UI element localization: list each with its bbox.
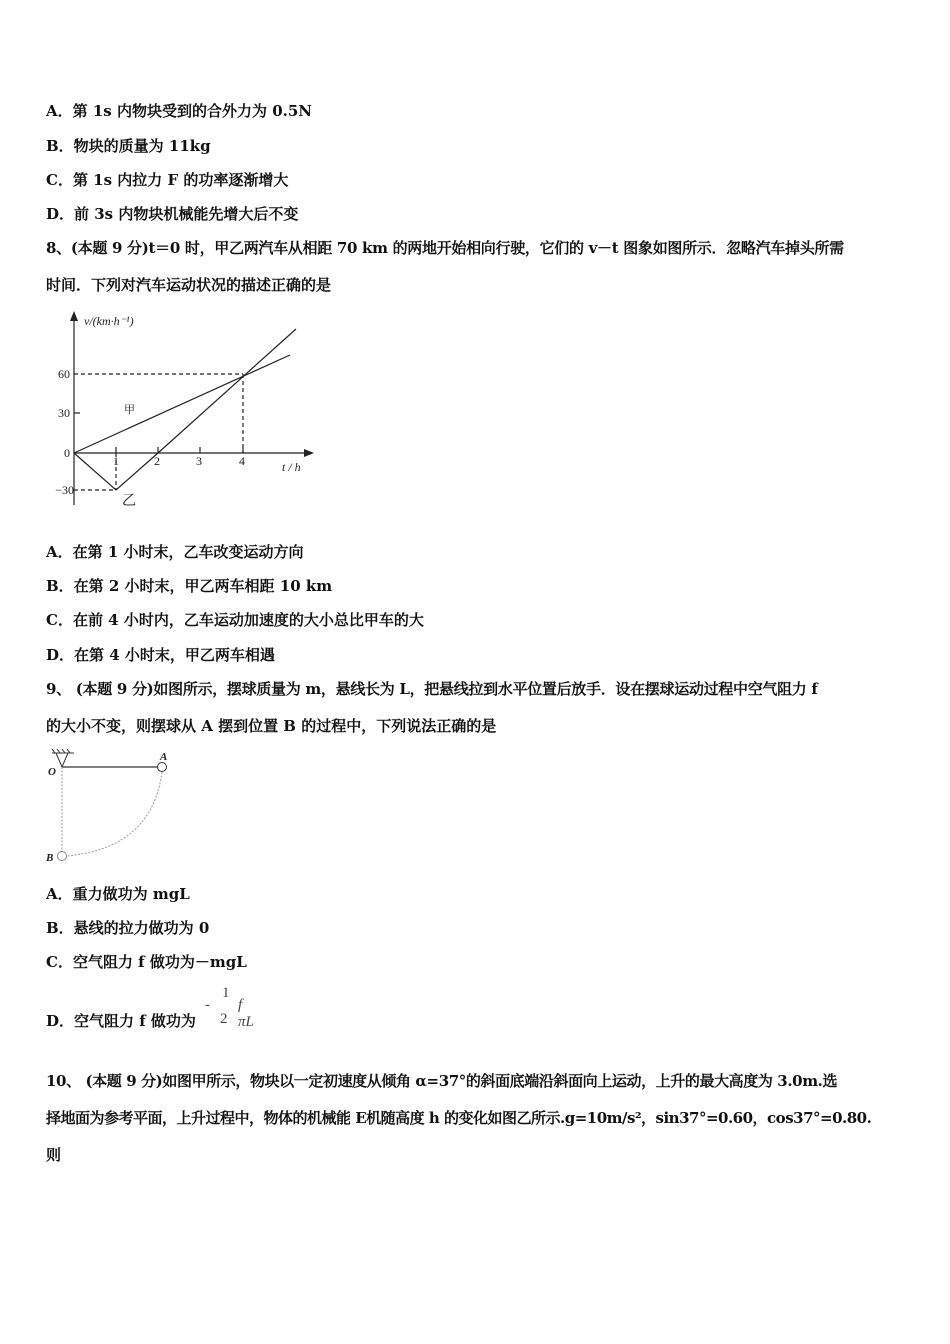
q7-option-c: C．第 1s 内拉力 F 的功率逐渐增大: [46, 171, 289, 189]
q8-stem-line1: 8、(本题 9 分)t＝0 时，甲乙两汽车从相距 70 km 的两地开始相向行驶，它们的 v－t 图象如图所示．忽略汽车掉头所需: [46, 239, 844, 257]
label-o: O: [48, 766, 56, 778]
formula-numerator: 1: [222, 985, 230, 1001]
q8-option-b: B．在第 2 小时末，甲乙两车相距 10 km: [46, 577, 333, 595]
x-tick: 3: [196, 454, 202, 468]
q8-option-a: A．在第 1 小时末，乙车改变运动方向: [46, 543, 304, 561]
q7-option-d: D．前 3s 内物块机械能先增大后不变: [46, 205, 299, 223]
pendulum-figure: [40, 745, 240, 870]
formula-denominator: 2: [220, 1011, 228, 1027]
q10-line3: 则: [46, 1146, 62, 1164]
label-yi: 乙: [122, 494, 136, 509]
q7-option-b: B．物块的质量为 11kg: [46, 137, 211, 155]
q9-stem-line1: 9、 (本题 9 分)如图所示，摆球质量为 m，悬线长为 L，把悬线拉到水平位置后放手．设在摆球运动过程中空气阻力 f: [46, 680, 818, 698]
y-axis-label: v/(km·h⁻¹): [84, 314, 134, 328]
label-a: A: [160, 751, 168, 763]
q8-stem-line2: 时间．下列对汽车运动状况的描述正确的是: [46, 276, 332, 294]
q8-option-d: D．在第 4 小时末，甲乙两车相遇: [46, 646, 275, 664]
q9-option-c: C．空气阻力 f 做功为－mgL: [46, 953, 247, 971]
label-b: B: [46, 852, 54, 864]
x-tick: 2: [154, 454, 160, 468]
label-jia: 甲: [124, 404, 135, 416]
vt-graph: [40, 305, 320, 515]
x-axis-label: t / h: [282, 460, 301, 474]
q8-option-c: C．在前 4 小时内，乙车运动加速度的大小总比甲车的大: [46, 611, 424, 629]
y-tick: −30: [55, 483, 74, 497]
y-tick: 0: [64, 446, 70, 460]
q10-line2: 择地面为参考平面，上升过程中，物体的机械能 E机随高度 h 的变化如图乙所示.g=10m/s²，sin37°=0.60，cos37°=0.80.: [46, 1109, 872, 1127]
x-arrow-icon: [304, 449, 314, 457]
formula-tail: f πL: [238, 997, 254, 1030]
x-tick: 4: [239, 454, 245, 468]
q9-option-d: D．空气阻力 f 做功为: [46, 1012, 196, 1030]
q9-option-b: B．悬线的拉力做功为 0: [46, 919, 210, 937]
y-tick: 60: [58, 367, 70, 381]
q9-stem-line2: 的大小不变，则摆球从 A 摆到位置 B 的过程中，下列说法正确的是: [46, 717, 497, 735]
line-jia: [74, 355, 290, 453]
q9-option-a: A．重力做功为 mgL: [46, 885, 190, 903]
y-arrow-icon: [70, 311, 78, 321]
line-yi: [74, 329, 296, 490]
q7-option-a: A．第 1s 内物块受到的合外力为 0.5N: [46, 102, 312, 120]
q10-line1: 10、 (本题 9 分)如图甲所示，物块以一定初速度从倾角 α=37°的斜面底端沿斜面向上运动，上升的最大高度为 3.0m.选: [46, 1072, 838, 1090]
y-tick: 30: [58, 406, 70, 420]
x-tick: 1: [113, 454, 119, 468]
formula-sign: -: [205, 997, 210, 1013]
